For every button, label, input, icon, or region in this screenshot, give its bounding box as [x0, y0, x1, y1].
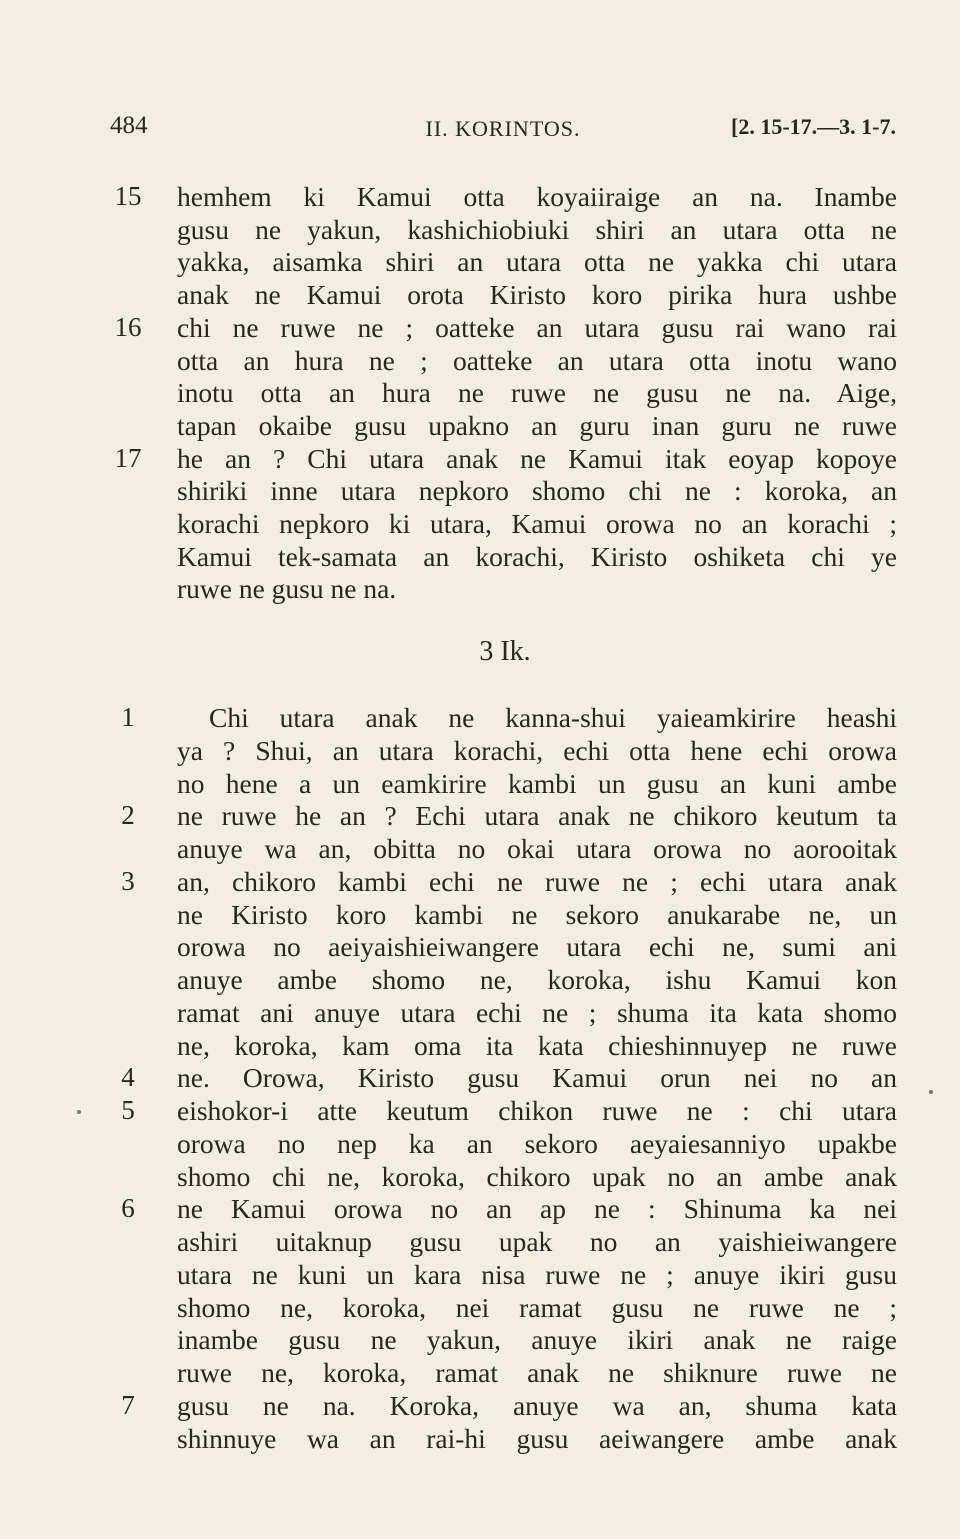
- text-line: shinnuye wa an rai-hi gusu aeiwangere ambe anak: [177, 1422, 897, 1454]
- text-line: shomo chi ne, koroka, chikoro upak no an ambe anak: [177, 1160, 897, 1192]
- text-line: ruwe ne, koroka, ramat anak ne shiknure ruwe ne: [177, 1357, 897, 1388]
- verse-number: 17: [114, 442, 142, 473]
- text-line: Chi utara anak ne kanna-shui yaieamkirire heashi: [209, 702, 897, 733]
- text-line: he an ? Chi utara anak ne Kamui itak eoyap kopoye: [177, 442, 897, 474]
- page-number: 484: [110, 112, 148, 139]
- text-line: inotu otta an hura ne ruwe ne gusu ne na. Aige,: [177, 377, 897, 409]
- chapter-verse-reference: [2. 15-17.—3. 1-7.: [731, 114, 896, 139]
- verse-number: 4: [121, 1062, 135, 1093]
- text-line: chi ne ruwe ne ; oatteke an utara gusu rai wano rai: [177, 311, 897, 343]
- verse-number: 5: [121, 1095, 135, 1125]
- text-line: anak ne Kamui orota Kiristo koro pirika hura ushbe: [177, 279, 897, 311]
- verse-number: 7: [121, 1389, 135, 1420]
- print-speck: [929, 1090, 933, 1094]
- print-speck: [77, 1110, 81, 1114]
- text-line: ne, koroka, kam oma ita kata chieshinnuyep ne ruwe: [177, 1029, 897, 1061]
- text-line: no hene a un eamkirire kambi un gusu an kuni ambe: [177, 767, 897, 799]
- text-line: gusu ne yakun, kashichiobiuki shiri an utara otta ne: [177, 213, 897, 245]
- page-header: [0, 112, 960, 152]
- text-line: tapan okaibe gusu upakno an guru inan guru ne ruwe: [177, 409, 897, 441]
- verse-number: 15: [114, 181, 142, 211]
- text-line: eishokor-i atte keutum chikon ruwe ne : chi utara: [177, 1095, 897, 1126]
- verse-number: 1: [121, 702, 135, 732]
- text-line: an, chikoro kambi echi ne ruwe ne ; echi utara anak: [177, 865, 897, 897]
- text-line: anuye ambe shomo ne, koroka, ishu Kamui kon: [177, 964, 897, 995]
- text-line: orowa no nep ka an sekoro aeyaiesanniyo upakbe: [177, 1127, 897, 1159]
- text-line: yakka, aisamka shiri an utara otta ne yakka chi utara: [177, 246, 897, 278]
- verse-number: 2: [121, 800, 135, 831]
- text-line: hemhem ki Kamui otta koyaiiraige an na. Inambe: [177, 181, 897, 212]
- text-line: otta an hura ne ; oatteke an utara otta inotu wano: [177, 344, 897, 376]
- text-line: ne Kamui orowa no an ap ne : Shinuma ka nei: [177, 1193, 897, 1225]
- text-line: korachi nepkoro ki utara, Kamui orowa no an korachi ;: [177, 508, 897, 539]
- text-line: utara ne kuni un kara nisa ruwe ne ; anuye ikiri gusu: [177, 1258, 897, 1290]
- text-line: shomo ne, koroka, nei ramat gusu ne ruwe ne ;: [177, 1291, 897, 1323]
- text-line: ya ? Shui, an utara korachi, echi otta hene echi orowa: [177, 734, 897, 766]
- text-line: Kamui tek-samata an korachi, Kiristo oshiketa chi ye: [177, 540, 897, 572]
- text-line: ashiri uitaknup gusu upak no an yaishieiwangere: [177, 1226, 897, 1257]
- text-line: shiriki inne utara nepkoro shomo chi ne : koroka, an: [177, 475, 897, 507]
- text-line: ramat ani anuye utara echi ne ; shuma ita kata shomo: [177, 996, 897, 1028]
- verse-number: 16: [114, 311, 142, 342]
- running-title: II. KORINTOS.: [425, 116, 581, 141]
- text-line: gusu ne na. Koroka, anuye wa an, shuma kata: [177, 1389, 897, 1421]
- text-line: anuye wa an, obitta no okai utara orowa no aorooitak: [177, 833, 897, 864]
- text-line: ne Kiristo koro kambi ne sekoro anukarabe ne, un: [177, 898, 897, 930]
- text-line: ne. Orowa, Kiristo gusu Kamui orun nei no an: [177, 1062, 897, 1094]
- verse-number: 3: [121, 865, 135, 896]
- verse-number: 6: [121, 1193, 135, 1224]
- chapter-heading: 3 Ik.: [479, 636, 531, 667]
- text-line: ruwe ne gusu ne na.: [177, 573, 397, 605]
- text-line: orowa no aeiyaishieiwangere utara echi ne, sumi ani: [177, 931, 897, 963]
- text-line: inambe gusu ne yakun, anuye ikiri anak ne raige: [177, 1324, 897, 1356]
- text-line: ne ruwe he an ? Echi utara anak ne chikoro keutum ta: [177, 800, 897, 832]
